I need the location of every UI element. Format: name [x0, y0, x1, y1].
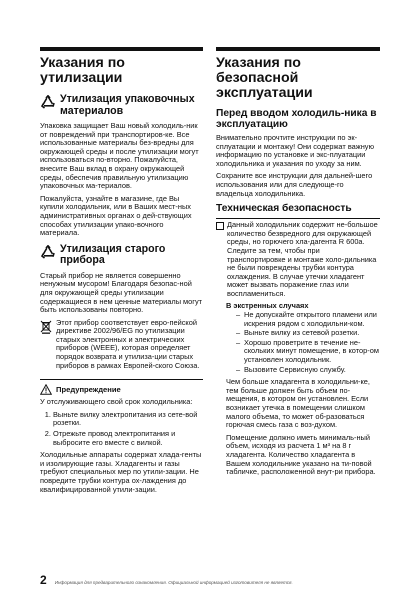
warning-triangle-icon [40, 384, 52, 395]
before-use-heading: Перед вводом холодиль-ника в эксплуатацию [216, 108, 377, 130]
before-use-paragraph-1: Внимательно прочтите инструкции по эк-сплуатации и монтажу! Они содержат важную информацию по установке и экс-плуатации холодильника и указания по уходу за ним. [216, 133, 375, 168]
weee-block [40, 319, 203, 375]
warning-step: 2. Отрежьте провод электропитания и выбросите его вместе с вилкой. [53, 430, 203, 447]
disposal-title: Указания по утилизации [40, 55, 125, 86]
packaging-paragraph-2: Пожалуйста, узнайте в магазине, где Вы купили холодильник, или в Ваших мест-ных административных органах о дей-ствующих способах утилизации упако-вочного материала. [40, 193, 192, 238]
emergency-item: – Вызовите Сервисную службу. [236, 366, 380, 375]
crossed-bin-icon [40, 320, 52, 334]
refrigerant-note [216, 221, 380, 298]
emergency-item: – Хорошо проветрите в течение не-скольких минут помещение, в котор-ом установлен холодильник. [236, 339, 380, 365]
old-appliance-heading: Утилизация старого прибора [60, 242, 166, 267]
emergency-label: В экстренных случаях [226, 300, 309, 310]
warning-step: 1. Выньте вилку электропитания из сете-вой розетки. [53, 411, 203, 428]
tech-safety-rule [216, 218, 380, 219]
warning-tail: Холодильные аппараты содержат хлада-генты и изолирующие газы. Хладагенты и газы требуют специальных мер по утили-зации. Не повредите трубки контура ох-лаждения до квалифицированной утили-зации. [40, 450, 202, 494]
safety-title: Указания по безопасной эксплуатации [216, 55, 313, 101]
refrigerant-text: Данный холодильник содержит не-большое количество безвредного для окружающей среды, но горючего хла-дагента R 600a. Следите за тем, чтобы при транспортировке и монтаже холо-дильника не были повреждены трубки контура охлаждения. В случае утечки хладагент может вызвать поражение глаз или воспламениться. [227, 220, 378, 298]
warning-intro: У отслуживающего свой срок холодильника: [40, 397, 193, 407]
packaging-subheading [40, 94, 203, 117]
page-footer [40, 573, 380, 587]
warning-rule [40, 379, 203, 380]
packaging-paragraph-1: Упаковка защищает Ваш новый холодиль-ник от повреждений при транспортиров-ке. Все использованные материалы без-вредны для окружающей среды и после утилизации могут использоваться по-вторно. Пожалуйста, внесите Ваш вклад в охрану окружающей среды, обеспечив правильную утилизацию упаковочных ма-териалов. [40, 121, 199, 191]
left-column [40, 47, 203, 498]
warning-steps [40, 411, 203, 447]
before-use-paragraph-2: Сохраните все инструкции для дальней-шего использования или для следующе-го владельца холодильника. [216, 171, 373, 198]
emergency-item: – Выньте вилку из сетевой розетки. [236, 329, 380, 338]
emergency-list [226, 311, 380, 374]
right-top-rule [216, 47, 380, 51]
tech-safety-heading: Техническая безопасность [216, 203, 352, 215]
old-appliance-subheading [40, 244, 203, 267]
recycle-icon [40, 95, 56, 111]
right-column [216, 47, 380, 481]
footer-note: Информация для предварительного ознакомления. Официальной информацией изготовителя не является. [54, 580, 293, 585]
weee-text: Этот прибор соответствует евро-пейской директиве 2002/96/EG по утилизации старых электронных и электрических приборов (WEEE), которая определяет порядок возврата и утилиза-ции старых приборов в рамках Европей-ского Союза. [56, 317, 200, 370]
warning-label: Предупреждение [56, 385, 121, 395]
room-volume-paragraph: Помещение должно иметь минималь-ный объем, исходя из расчета 1 м³ на 8 г хладагента. Количество хладагента в Вашем холодильнике указано на ти-повой табличке, расположенной внут-ри прибора. [226, 432, 376, 477]
recycle-icon-2 [40, 245, 56, 261]
checkbox-bullet [216, 222, 224, 230]
warning-header [40, 384, 203, 395]
old-appliance-paragraph: Старый прибор не является совершенно ненужным мусором! Благодаря безопас-ной для окружающей среды утилизации содержащиеся в нем ценные материалы могут быть использованы повторно. [40, 270, 203, 315]
page-number: 2 [40, 573, 47, 587]
refrigerant-volume-paragraph: Чем больше хладагента в холодильни-ке, тем больше должен быть объем по-мещения, в котором он установлен. Если возникает утечка в помещении слишком малого объема, то может об-разоваться горючая смесь газа с воз-духом. [226, 377, 370, 430]
left-top-rule [40, 47, 203, 51]
emergency-item: – Не допускайте открытого пламени или искрения рядом с холодильни-ком. [236, 311, 380, 328]
packaging-heading: Утилизация упаковочных материалов [60, 93, 195, 117]
